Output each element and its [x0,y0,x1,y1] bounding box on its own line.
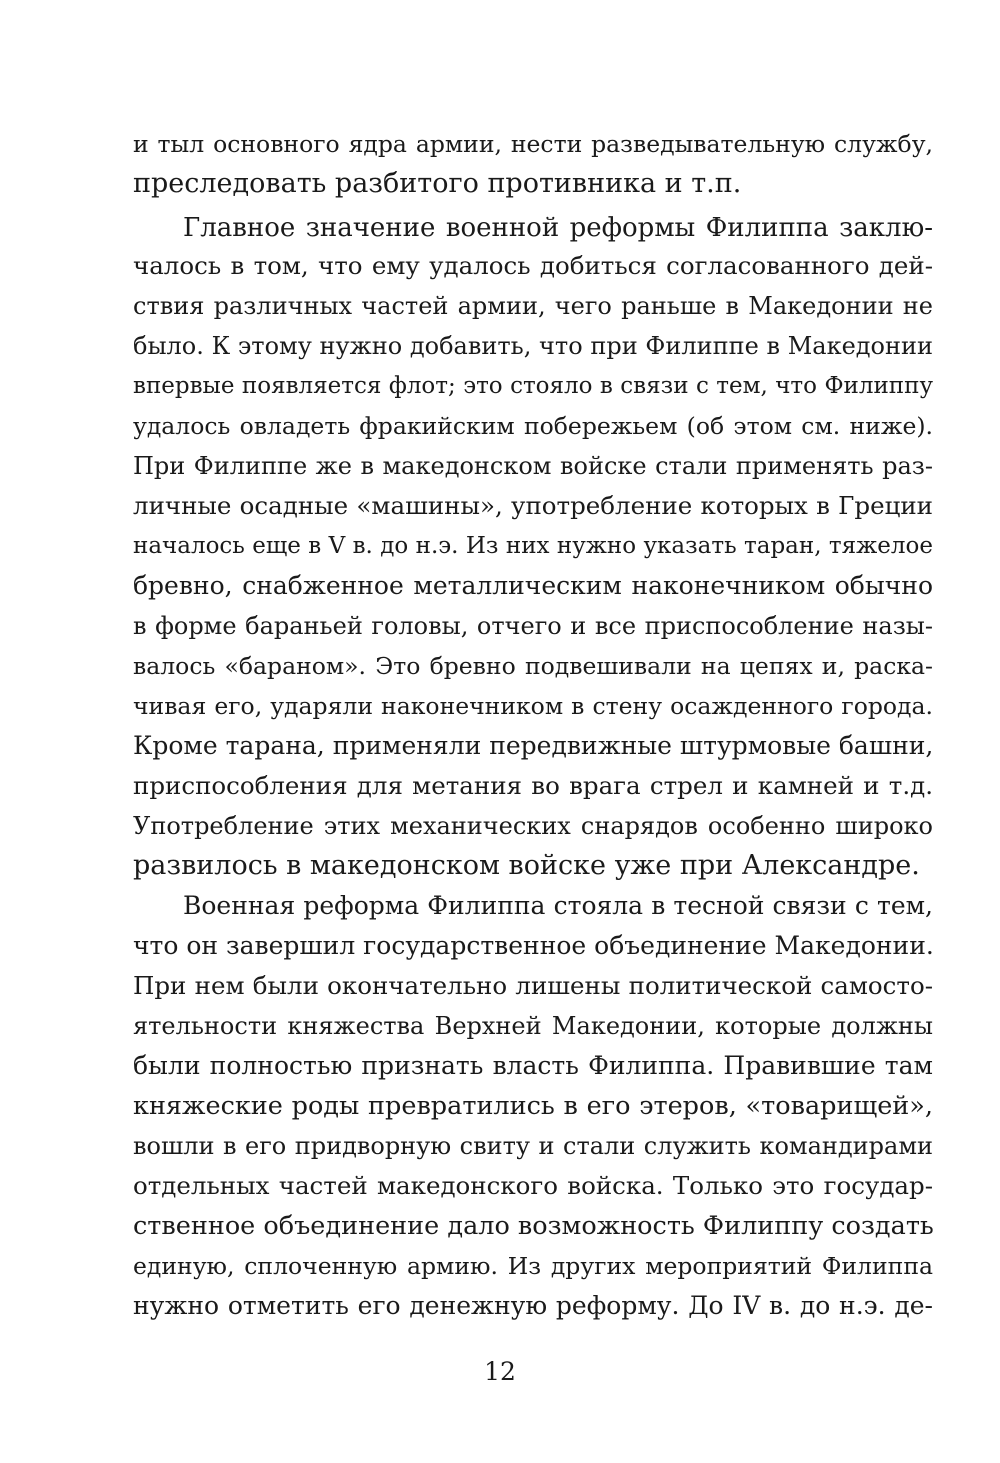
text-line: ятельности княжества Верхней Македонии, которые должны [133,1012,933,1040]
text-line: вошли в его придворную свиту и стали служить командирами [133,1132,933,1160]
text-line: княжеские роды превратились в его этеров, «товарищей», [133,1091,933,1121]
text-line: в форме бараньей головы, отчего и все приспособление назы- [133,612,933,640]
page-number: 12 [484,1357,516,1386]
text-line: Кроме тарана, применяли передвижные штурмовые башни, [133,731,934,760]
text-line: нужно отметить его денежную реформу. До IV в. до н.э. де- [133,1291,933,1320]
text-line: впервые появляется флот; это стояло в связи с тем, что Филиппу [133,373,933,399]
text-line: личные осадные «машины», употребление которых в Греции [133,491,933,520]
text-line: единую, сплоченную армию. Из других мероприятий Филиппа [133,1252,933,1280]
text-line: приспособления для метания во врага стрел и камней и т.д. [133,771,933,800]
text-line: чалось в том, что ему удалось добиться согласованного дей- [133,251,933,280]
text-line: было. К этому нужно добавить, что при Филиппе в Македонии [133,332,933,360]
text-line: отдельных частей македонского войска. Только это государ- [133,1171,933,1200]
text-line: началось еще в V в. до н.э. Из них нужно указать таран, тяжелое [133,533,933,559]
text-line: были полностью признать власть Филиппа. Правившие там [133,1051,933,1080]
text-line: и тыл основного ядра армии, нести разведывательную службу, [133,130,933,158]
text-line: При нем были окончательно лишены политической самосто- [133,971,933,1000]
text-line: При Филиппе же в македонском войске стали применять раз- [133,452,933,480]
text-line: удалось овладеть фракийским побережьем (об этом см. ниже). [133,412,933,440]
text-line: что он завершил государственное объединение Македонии. [133,931,934,960]
text-line: преследовать разбитого противника и т.п. [133,168,742,199]
text-line: бревно, снабженное металлическим наконечником обычно [133,571,933,600]
text-line: чивая его, ударяли наконечником в стену осажденного города. [133,692,933,720]
text-line: Главное значение военной реформы Филиппа заклю- [183,213,933,243]
text-line: Военная реформа Филиппа стояла в тесной связи с тем, [183,891,933,920]
text-line: ствия различных частей армии, чего раньше в Македонии не [133,292,933,320]
text-line: валось «бараном». Это бревно подвешивали на цепях и, раска- [133,652,933,680]
text-line: развилось в македонском войске уже при Александре. [133,850,920,881]
text-line: Употребление этих механических снарядов особенно широко [133,812,933,840]
text-line: ственное объединение дало возможность Филиппу создать [133,1211,934,1241]
